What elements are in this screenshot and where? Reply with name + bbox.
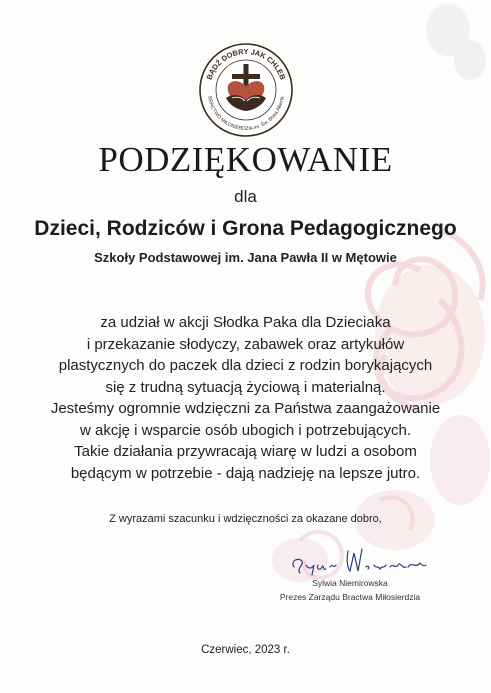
organization-logo bbox=[196, 40, 296, 140]
logo-ring-bottom: BRACTWO MIŁOSIERDZIA im. Św. Brata Alberta bbox=[206, 95, 286, 133]
signer-name: Sylwia Niemirowska bbox=[312, 578, 388, 588]
body-line: w akcję i wsparcie osób ubogich i potrzebujących. bbox=[79, 421, 411, 439]
body-line: Takie działania przywracają wiarę w ludzi a osobom bbox=[74, 443, 417, 460]
certificate-title: PODZIĘKOWANIE bbox=[98, 140, 393, 179]
signer-role: Prezes Zarządu Bractwa Miłosierdzia bbox=[279, 592, 421, 602]
body-line: za udział w akcji Słodka Paka dla Dzieciaka bbox=[100, 314, 391, 331]
for-label: dla bbox=[234, 187, 257, 206]
body-line: Jesteśmy ogromnie wdzięczni za Państwa zaangażowanie bbox=[50, 400, 441, 417]
body-line: się z trudną sytuacją życiową i materialną. bbox=[105, 378, 386, 396]
body-line: będącym w potrzebie - dają nadzieję na lepsze jutro. bbox=[70, 464, 421, 482]
body-line: plastycznych do paczek dla dzieci z rodzin borykających bbox=[58, 357, 433, 374]
handwritten-signature bbox=[288, 543, 428, 577]
closing-line: Z wyrazami szacunku i wdzięczności za okazane dobro, bbox=[109, 513, 382, 525]
thank-you-body bbox=[0, 312, 491, 484]
issue-date: Czerwiec, 2023 r. bbox=[201, 644, 290, 656]
body-line: i przekazanie słodyczy, zabawek oraz artykułów bbox=[86, 335, 405, 353]
recipients-heading: Dzieci, Rodziców i Grona Pedagogicznego bbox=[34, 217, 457, 240]
logo-ring-top: BĄDŹ DOBRY JAK CHLEB bbox=[204, 46, 288, 81]
school-name: Szkoły Podstawowej im. Jana Pawła II w Mętowie bbox=[94, 250, 397, 265]
